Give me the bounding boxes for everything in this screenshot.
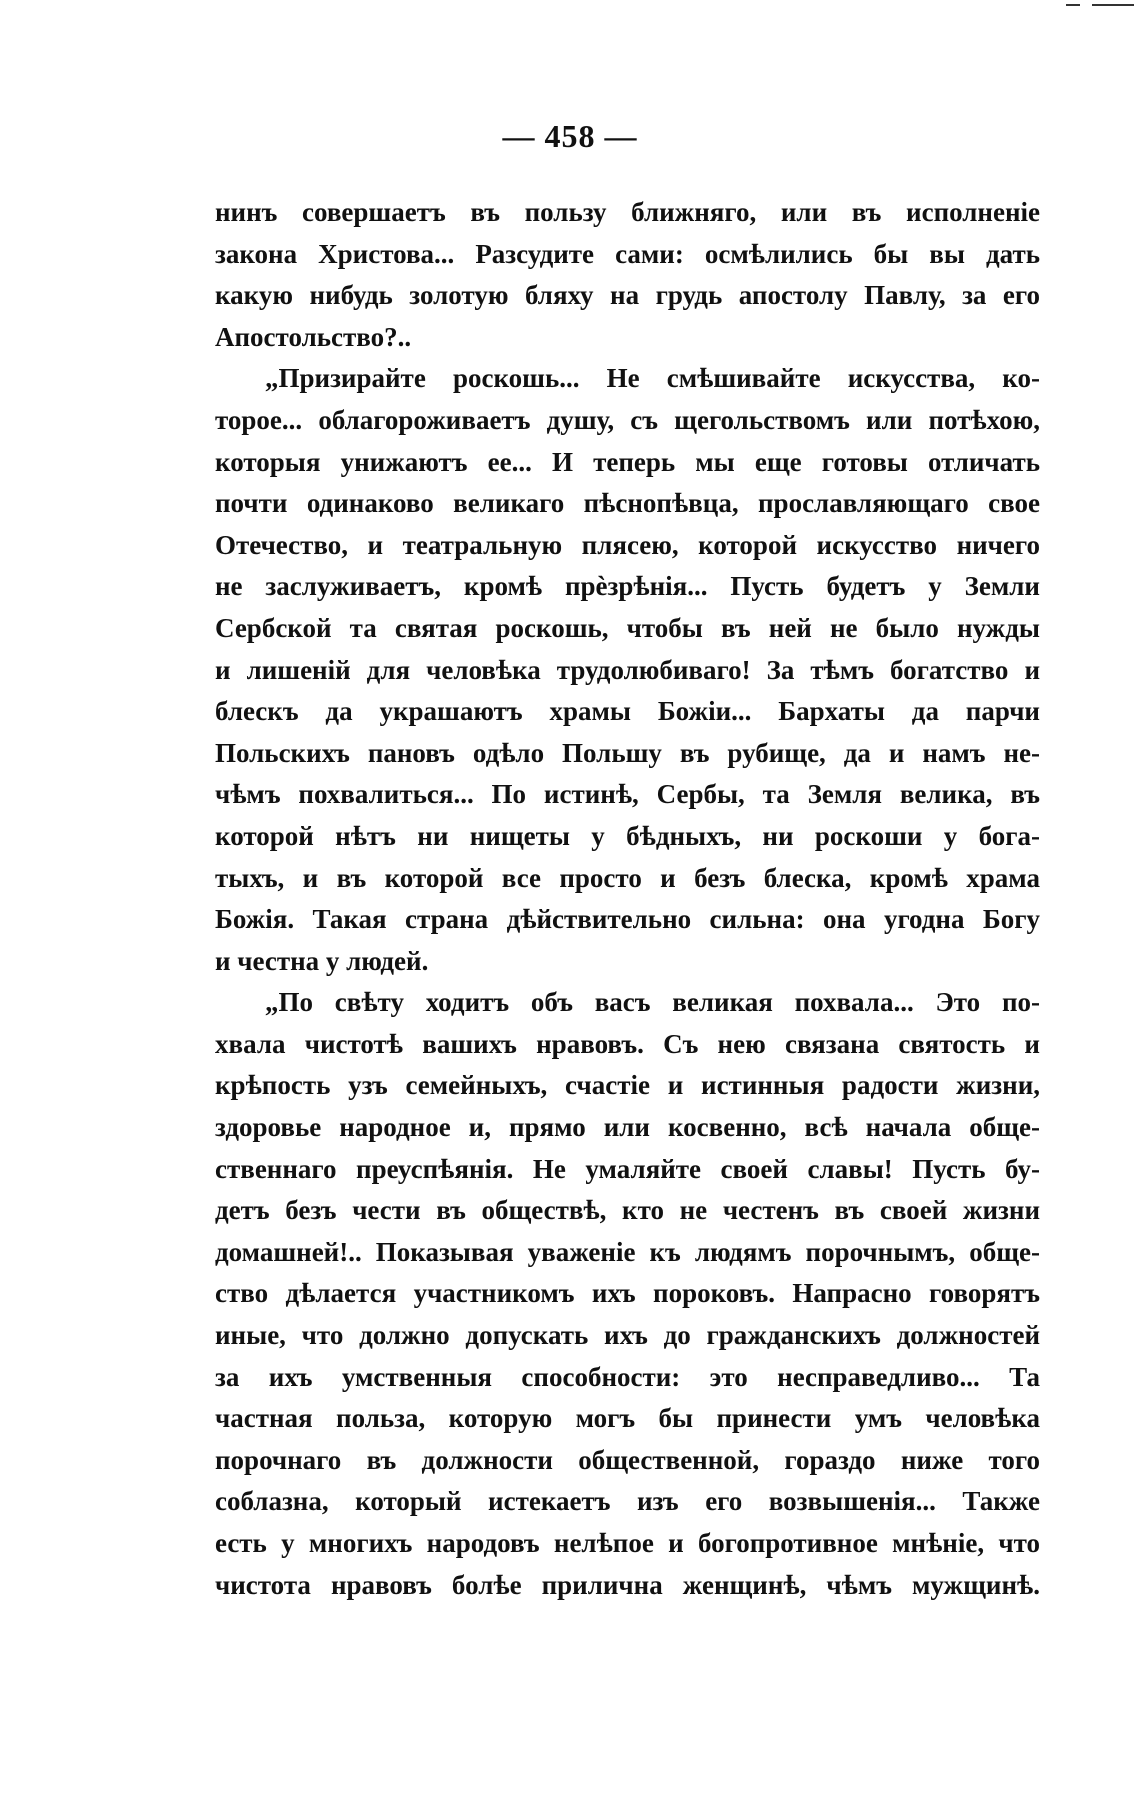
text-line: которой нѣтъ ни нищеты у бѣдныхъ, ни роскоши у бога- xyxy=(215,820,1040,851)
text-line: частная польза, которую могъ бы принести умъ человѣка xyxy=(215,1403,1040,1434)
text-line: есть у многихъ народовъ нелѣпое и богопротивное мнѣніе, что xyxy=(215,1528,1040,1558)
text-line: какую нибудь золотую бляху на грудь апостолу Павлу, за его xyxy=(215,280,1040,311)
text-line: ство дѣлается участникомъ ихъ пороковъ. Напрасно говорятъ xyxy=(215,1278,1040,1309)
text-line: закона Христова... Разсудите сами: осмѣлились бы вы дать xyxy=(215,238,1040,269)
body-text xyxy=(215,192,1040,1606)
text-line: Апостольство?.. xyxy=(215,321,412,352)
text-line: почти одинаково великаго пѣснопѣвца, прославляющаго свое xyxy=(215,488,1040,519)
page-number: — 458 — xyxy=(502,118,638,154)
text-line: тыхъ, и въ которой все просто и безъ блеска, кромѣ храма xyxy=(215,862,1040,893)
text-line: хвала чистотѣ вашихъ нравовъ. Съ нею связана святость и xyxy=(215,1028,1040,1059)
text-line: чѣмъ похвалиться... По истинѣ, Сербы, та Земля велика, въ xyxy=(215,779,1040,810)
text-line: чистота нравовъ болѣе прилична женщинѣ, чѣмъ мужщинѣ. xyxy=(215,1569,1040,1600)
text-line: Польскихъ пановъ одѣло Польшу въ рубище, да и намъ не- xyxy=(215,737,1040,768)
text-line: Сербской та святая роскошь, чтобы въ ней не было нужды xyxy=(215,612,1040,643)
text-line: которыя унижаютъ ее... И теперь мы еще готовы отличать xyxy=(215,446,1040,477)
text-line: Божія. Такая страна дѣйствительно сильна: она угодна Богу xyxy=(215,904,1040,935)
text-line: соблазна, который истекаетъ изъ его возвышенія... Также xyxy=(215,1486,1040,1517)
text-line: домашней!.. Показывая уваженіе къ людямъ порочнымъ, обще- xyxy=(215,1236,1040,1267)
text-line: иные, что должно допускать ихъ до гражданскихъ должностей xyxy=(215,1320,1040,1351)
text-line: порочнаго въ должности общественной, гораздо ниже того xyxy=(215,1444,1040,1475)
text-line: детъ безъ чести въ обществѣ, кто не честенъ въ своей жизни xyxy=(215,1195,1040,1226)
corner-scan-mark-small xyxy=(1066,4,1080,6)
text-line: не заслуживаетъ, кромѣ прѐзрѣнія... Пусть будетъ у Земли xyxy=(215,571,1040,602)
text-line: ственнаго преуспѣянія. Не умаляйте своей славы! Пусть бу- xyxy=(215,1153,1040,1184)
text-line: за ихъ умственныя способности: это несправедливо... Та xyxy=(215,1361,1040,1392)
text-line: крѣпость узъ семейныхъ, счастіе и истинныя радости жизни, xyxy=(215,1070,1040,1101)
text-line: и честна у людей. xyxy=(215,945,429,976)
text-line: и лишеній для человѣка трудолюбиваго! За тѣмъ богатство и xyxy=(215,654,1040,685)
text-line: „Призирайте роскошь... Не смѣшивайте искусства, ко- xyxy=(265,363,1040,394)
text-line: Отечество, и театральную плясею, которой искусство ничего xyxy=(215,529,1040,560)
text-line: „По свѣту ходитъ объ васъ великая похвала... Это по- xyxy=(265,987,1040,1018)
text-line: здоровье народное и, прямо или косвенно, всѣ начала обще- xyxy=(215,1112,1040,1143)
text-line: торое... облагороживаетъ душу, съ щегольствомъ или потѣхою, xyxy=(215,404,1040,435)
text-line: нинъ совершаетъ въ пользу ближняго, или въ исполненіе xyxy=(215,197,1040,227)
corner-scan-mark xyxy=(1092,4,1134,6)
text-line: блескъ да украшаютъ храмы Божіи... Бархаты да парчи xyxy=(215,696,1040,727)
